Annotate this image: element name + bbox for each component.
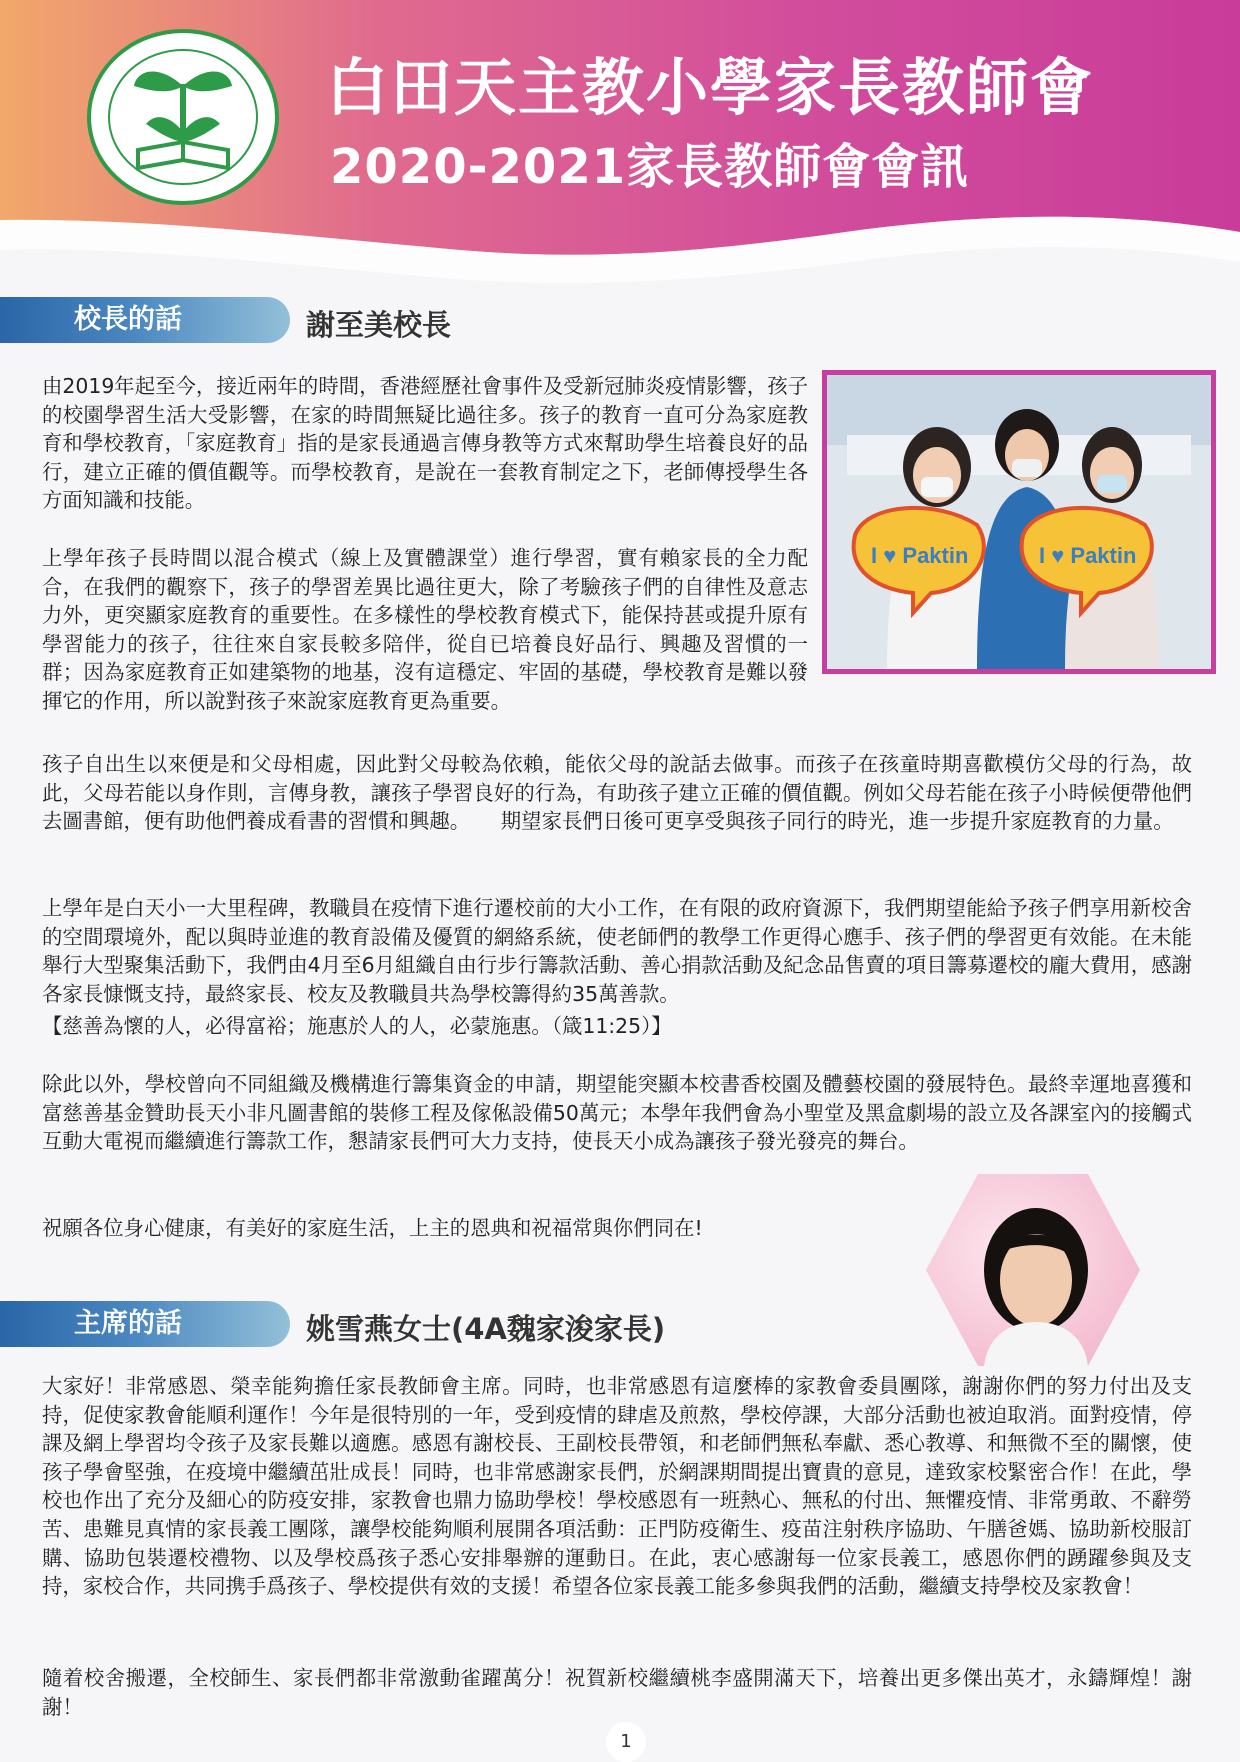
school-logo (86, 28, 280, 206)
principal-paragraph-3: 孩子自出生以來便是和父母相處，因此對父母較為依賴，能依父母的說話去做事。而孩子在孩童時期喜歡模仿父母的行為，故此，父母若能以身作則，言傳身教，讓孩子學習良好的行為，有助孩子建立正確的價值觀。例如父母若能在孩子小時候便帶他們去圖書館，便有助他們養成看書的習慣和興趣。 期望家長們日後可更享受與孩子同行的時光，進一步提升家庭教育的力量。 (42, 752, 1192, 834)
principal-paragraph-7: 祝願各位身心健康，有美好的家庭生活，上主的恩典和祝福常與你們同在! (42, 1216, 703, 1240)
principal-paragraph-6: 除此以外，學校曾向不同組織及機構進行籌集資金的申請，期望能突顯本校書香校園及體藝校園的發展特色。最終幸運地喜獲和富慈善基金贊助長天小非凡圖書館的裝修工程及傢俬設備50萬元；本學年我們會為小聖堂及黑盒劇場的設立及各課室內的接觸式互動大電視而繼續進行籌款工作，懇請家長們可大力支持，使長天小成為讓孩子發光發亮的舞台。 (42, 1072, 1192, 1154)
chairperson-paragraph-1: 大家好！非常感恩、榮幸能夠擔任家長教師會主席。同時，也非常感恩有這麼棒的家教會委員團隊，謝謝你們的努力付出及支持，促使家教會能順利運作！今年是很特別的一年，受到疫情的肆虐及煎熬，學校停課，大部分活動也被迫取消。面對疫情，停課及網上學習均令孩子及家長難以適應。感恩有謝校長、王副校長帶領，和老師們無私奉獻、悉心教導、和無微不至的關懷，使孩子學會堅強，在疫境中繼續茁壯成長！同時，也非常感謝家長們，於網課期間提出寶貴的意見，達致家校緊密合作！在此，學校也作出了充分及細心的防疫安排，家教會也鼎力協助學校！學校感恩有一班熱心、無私的付出、無懼疫情、非常勇敢、不辭勞苦、患難見真情的家長義工團隊，讓學校能夠順利展開各項活動：正門防疫衛生、疫苗注射秩序協助、午膳爸媽、協助新校服訂購、協助包裝遷校禮物、以及學校爲孩子悉心安排舉辦的運動日。在此，衷心感謝每一位家長義工，感恩你們的踴躍參與及支持，家校合作，共同携手爲孩子、學校提供有效的支援！希望各位家長義工能多參與我們的活動，繼續支持學校及家教會！ (42, 1374, 1192, 1599)
header-banner (0, 0, 1240, 300)
chairperson-portrait (924, 1172, 1142, 1368)
principal-section-tab: 校長的話 (0, 297, 290, 343)
principal-name: 謝至美校長 (306, 308, 452, 342)
sign-right-text: I ♥ Paktin (1039, 543, 1137, 568)
principal-group-photo (822, 370, 1216, 674)
principal-paragraph-5: 【慈善為懷的人，必得富裕；施惠於人的人，必蒙施惠。（箴11:25）】 (42, 1014, 672, 1038)
chairperson-paragraph-2: 隨着校舍搬遷，全校師生、家長們都非常激動雀躍萬分！祝賀新校繼續桃李盛開滿天下，培養出更多傑出英才，永鑄輝煌！謝謝！ (42, 1666, 1192, 1719)
sign-left-text: I ♥ Paktin (871, 543, 969, 568)
page-number: 1 (606, 1722, 646, 1762)
principal-paragraph-4: 上學年是白天小一大里程碑，教職員在疫情下進行遷校前的大小工作，在有限的政府資源下，我們期望能給予孩子們享用新校舍的空間環境外，配以與時並進的教育設備及優質的網絡系統，使老師們的教學工作更得心應手、孩子們的學習更有效能。在未能舉行大型聚集活動下，我們由4月至6月組織自由行步行籌款活動、善心捐款活動及紀念品售賣的項目籌募遷校的龐大費用，感謝各家長慷慨支持，最終家長、校友及教職員共為學校籌得約35萬善款。 (42, 896, 1192, 1006)
newsletter-subtitle: 2020-2021家長教師會會訊 (330, 139, 970, 195)
chairperson-name: 姚雪燕女士(4A魏家浚家長) (306, 1312, 666, 1346)
principal-paragraph-1: 由2019年起至今，接近兩年的時間，香港經歷社會事件及受新冠肺炎疫情影響，孩子的校園學習生活大受影響，在家的時間無疑比過往多。孩子的教育一直可分為家庭教育和學校教育，「家庭教育」指的是家長通過言傳身教等方式來幫助學生培養良好的品行，建立正確的價值觀等。而學校教育，是說在一套教育制定之下，老師傳授學生各方面知識和技能。 (42, 374, 808, 513)
chairperson-section-tab: 主席的話 (0, 1301, 290, 1347)
newsletter-title: 白田天主教小學家長教師會 (326, 51, 1095, 124)
pta-logo-icon (86, 28, 280, 206)
principal-paragraph-2: 上學年孩子長時間以混合模式（線上及實體課堂）進行學習，實有賴家長的全力配合，在我們的觀察下，孩子的學習差異比過往更大，除了考驗孩子們的自律性及意志力外，更突顯家庭教育的重要性。在多樣性的學校教育模式下，能保持甚或提升原有學習能力的孩子，往往來自家長較多陪伴，從自已培養良好品行、興趣及習慣的一群；因為家庭教育正如建築物的地基，沒有這穩定、牢固的基礎，學校教育是難以發揮它的作用，所以說對孩子來說家庭教育更為重要。 (42, 546, 808, 713)
chairperson-portrait-illustration (924, 1172, 1142, 1368)
group-photo-illustration (827, 375, 1211, 669)
